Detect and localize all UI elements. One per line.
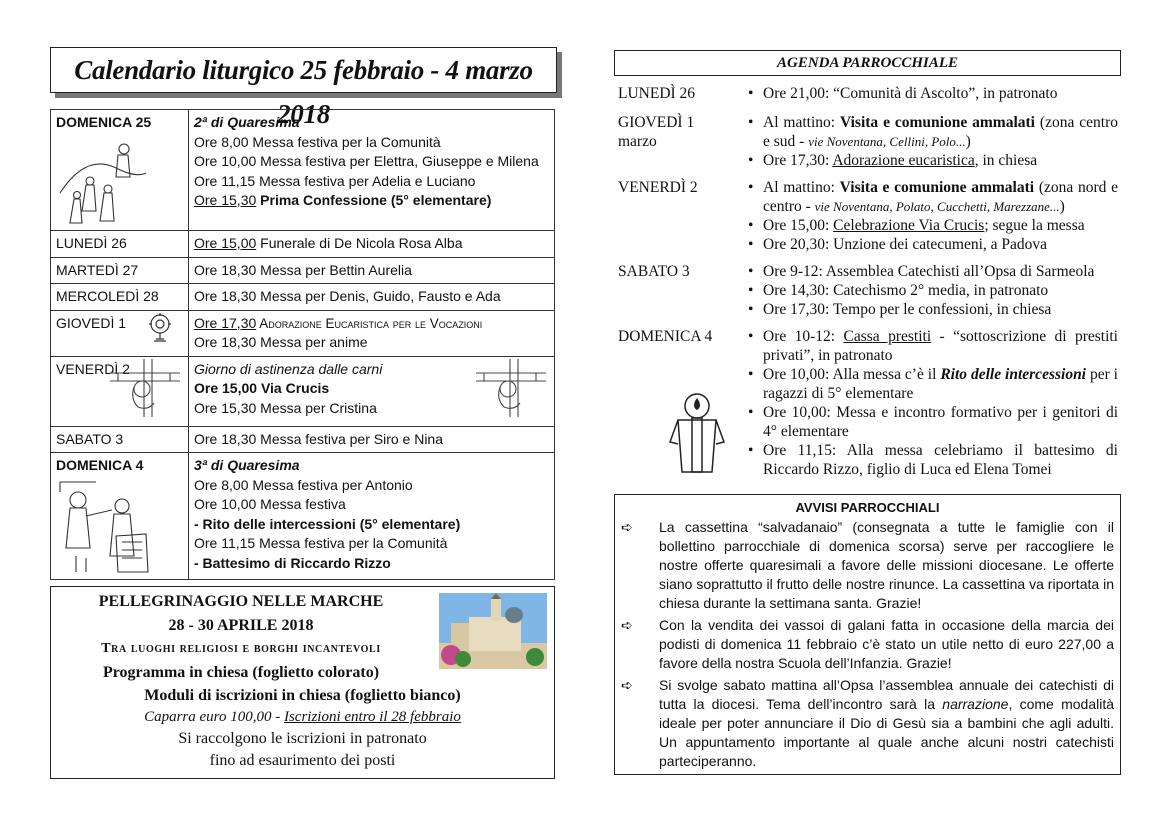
agenda-day-label: GIOVEDÌ 1 marzo [618,114,695,150]
notice-item [621,616,1114,673]
pilgrimage-box [50,586,555,779]
christ-cross-illustration [108,359,182,417]
calendar-day-label: MARTEDÌ 27 [56,261,139,278]
agenda-text: Ore 17,30: [763,152,833,169]
calendar-day-label: VENERDÌ 2 [56,360,130,377]
agenda-day-label: DOMENICA 4 [618,328,713,345]
calendar-event-line [194,554,549,574]
event-text: Ore 15,30 Messa per Cristina [194,399,377,416]
calendar-event-line [194,113,549,133]
agenda-text: Al mattino: [763,114,840,131]
calendar-day-cell [51,453,189,580]
agenda-day-row [618,113,1118,170]
agenda-text: ) [965,133,971,150]
agenda-day-row [618,262,1118,319]
agenda-item [748,262,1118,281]
agenda-text: - “sottoscrizione di prestiti privati”, in patronato [763,328,1118,364]
event-text: Funerale di De Nicola Rosa Alba [256,235,463,251]
calendar-row [51,356,555,426]
agenda-text-sm: vie Noventana, Cellini, Polo... [808,134,966,149]
calendar-day-label: MERCOLEDÌ 28 [56,288,159,304]
agenda-items [748,327,1118,479]
agenda-text: , in chiesa [974,152,1038,169]
agenda-items [748,113,1118,170]
agenda-text-b: Visita e comunione ammalati [840,114,1035,131]
calendar-event-line [194,152,549,172]
parish-notices-box [614,494,1121,775]
pilgrimage-modules: Moduli di iscrizioni in chiesa (foglietto bianco) [144,687,461,704]
agenda-header: AGENDA PARROCCHIALE [614,50,1121,76]
event-time: Ore 15,30 [194,192,257,208]
agenda-item [748,216,1118,235]
agenda-text: Al mattino: [763,179,840,196]
calendar-row [51,310,555,356]
event-text: 3ª di Quaresima [194,457,300,473]
calendar-row [51,110,555,231]
event-text: Ore 11,15 Messa festiva per la Comunità [194,535,448,551]
arrow-right-icon: ➪ [621,677,633,693]
agenda-text: Ore 15,00: [763,217,834,234]
agenda-text: Ore 10,00: Messa e incontro formativo per i genitori di 4° elementare [763,404,1118,440]
pilgrimage-deposit-line [51,709,554,726]
agenda-item [748,441,1118,479]
arrow-right-icon: ➪ [621,519,633,535]
pilgrimage-deposit: Caparra euro 100,00 - [144,709,284,725]
calendar-row [51,257,555,284]
bulletin-title: Calendario liturgico 25 febbraio - 4 marzo 2018 [74,55,533,129]
calendar-day-cell [51,310,189,356]
event-text: Ore 18,30 Messa per Denis, Guido, Fausto e Ada [194,288,501,304]
notice-item [621,518,1114,613]
calendar-events-cell [189,257,555,284]
calendar-event-line [194,430,549,450]
agenda-text: Ore 10,00: Alla messa c’è il [763,366,941,383]
agenda-items [748,262,1118,319]
agenda-item [748,403,1118,441]
calendar-event-line [194,261,549,281]
agenda-day-label: SABATO 3 [618,263,690,280]
agenda-text-u: Cassa prestiti [843,328,932,345]
notice-item [621,676,1115,771]
agenda-item [748,84,1118,103]
agenda-text: Ore 21,00: “Comunità di Ascolto”, in patronato [763,85,1058,102]
pilgrimage-dates: 28 - 30 APRILE 2018 [168,617,314,634]
calendar-day-label: LUNEDÌ 26 [56,235,127,251]
pilgrimage-collect-1: Si raccolgono le iscrizioni in patronato [178,730,427,747]
agenda-text-u: Adorazione eucaristica [832,152,975,169]
agenda-item [748,281,1118,300]
calendar-events-cell [189,356,555,426]
agenda-text: Ore 9-12: Assemblea Catechisti all’Opsa di Sarmeola [763,263,1095,280]
calendar-events-cell [189,284,555,311]
agenda-text-b: Visita e comunione ammalati [839,179,1035,196]
agenda-day-row [618,178,1118,254]
agenda-text-bi: Rito delle intercessioni [940,366,1086,383]
pilgrimage-collect-2: fino ad esaurimento dei posti [209,752,396,769]
agenda-text: Si svolge sabato mattina all’Opsa l’assemblea annuale dei catechisti di tutta la diocesi. Tema dell’incontro sarà la [659,677,1114,712]
basilica-photo [439,593,547,669]
notices-header: AVVISI PARROCCHIALI [795,500,940,515]
calendar-events-cell [189,231,555,258]
calendar-event-line [194,495,549,515]
calendar-event-line [194,314,549,334]
event-text: Ore 10,00 Messa festiva per Elettra, Giuseppe e Milena [194,153,539,169]
christ-cross-illustration [474,359,548,417]
agenda-text: Ore 14,30: Catechismo 2° media, in patronato [763,282,1049,299]
event-time: Ore 15,00 [194,235,257,251]
agenda-item [748,113,1118,151]
calendar-event-line [194,287,549,307]
event-text: Ore 10,00 Messa festiva [194,496,346,512]
event-text: Ore 8,00 Messa festiva per Antonio [194,476,413,493]
calendar-event-line [194,515,549,535]
agenda-text-i: narrazione [942,696,1009,712]
arrow-right-icon: ➪ [621,617,633,633]
event-text: Adorazione Eucaristica per le Vocazioni [256,315,483,331]
agenda-text-sm: vie Noventana, Polato, Cucchetti, Marezzane... [814,199,1060,214]
healing-blind-illustration [56,476,156,576]
calendar-event-line [194,333,549,353]
agenda-item [748,151,1118,170]
calendar-day-label: DOMENICA 25 [56,114,152,130]
calendar-event-line [194,534,549,554]
calendar-day-cell [51,110,189,231]
agenda-day-label: LUNEDÌ 26 [618,85,696,102]
agenda-text: Ore 17,30: Tempo per le confessioni, in chiesa [763,301,1052,318]
calendar-event-line [194,476,549,496]
agenda-text: (zona nord e centro - [763,179,1119,215]
liturgical-calendar-table [50,109,555,580]
calendar-events-cell [189,110,555,231]
agenda-text: Ore 11,15: Alla messa celebriamo il battesimo di Riccardo Rizzo, figlio di Luca ed Elena Tomei [763,442,1118,478]
calendar-row [51,284,555,311]
agenda-text: per i ragazzi di 5° elementare [763,366,1118,402]
calendar-event-line [194,133,549,153]
agenda-day-label: VENERDÌ 2 [618,179,698,196]
agenda-text: La cassettina “salvadanaio” (consegnata a tutte le famiglie con il bollettino parrocchiale di domenica scorsa) serve per raccogliere le nostre offerte quaresimali a favore delle missioni diocesane. Le offerte siano soprattutto il frutto delle nostre rinunce. La cassettina va riportata in chiesa durante la settimana santa. Grazie! [659,519,1114,611]
agenda-item [748,178,1118,216]
event-text: - Battesimo di Riccardo Rizzo [194,554,391,571]
calendar-day-cell [51,231,189,258]
agenda-text: , come modalità ideale per poter annunciare il Dio di Gesù sia a bambini che agli adulti. Un appuntamento importante al quale anche alcuni nostri catechisti parteciperanno. [659,696,1115,769]
agenda-text: Ore 10-12: [763,328,844,345]
agenda-day-row [618,84,1118,103]
calendar-event-line [194,456,549,476]
agenda-item [748,300,1118,319]
event-text: Ore 11,15 Messa festiva per Adelia e Luciano [194,172,476,189]
calendar-events-cell [189,310,555,356]
agenda-text: ) [1059,198,1065,215]
monstrance-icon [146,313,174,343]
calendar-day-cell [51,284,189,311]
agenda-items [748,178,1118,254]
event-text: Giorno di astinenza dalle carni [194,360,383,377]
transfiguration-illustration [56,133,148,227]
agenda-text-u: Celebrazione Via Crucis [833,217,985,234]
candle-figure-illustration [668,392,726,474]
pilgrimage-subtitle: Tra luoghi religiosi e borghi incantevoli [101,641,381,656]
event-text: Ore 15,00 Via Crucis [194,380,330,396]
event-text: Prima Confessione (5° elementare) [256,192,492,208]
calendar-row [51,453,555,580]
calendar-row [51,426,555,453]
calendar-events-cell [189,453,555,580]
agenda-item [748,327,1118,365]
event-time: Ore 17,30 [194,314,257,331]
calendar-day-label: SABATO 3 [56,430,124,447]
calendar-day-cell [51,426,189,453]
pilgrimage-program: Programma in chiesa (foglietto colorato) [102,664,380,681]
event-text: Ore 18,30 Messa per anime [194,334,368,350]
pilgrimage-deadline: Iscrizioni entro il 28 febbraio [283,709,461,725]
calendar-day-cell [51,356,189,426]
agenda-text: ; segue la messa [984,217,1085,234]
agenda-item [748,365,1118,403]
event-text: 2ª di Quaresima [194,114,300,130]
event-text: - Rito delle intercessioni (5° elementare) [194,515,461,532]
calendar-day-label: DOMENICA 4 [56,457,144,473]
calendar-event-line [194,234,549,254]
calendar-day-label: GIOVEDÌ 1 [56,314,127,331]
event-text: Ore 18,30 Messa festiva per Siro e Nina [194,430,444,447]
calendar-event-line [194,191,549,211]
pilgrimage-title: PELLEGRINAGGIO NELLE MARCHE [98,593,384,610]
agenda-items [748,84,1118,103]
calendar-events-cell [189,426,555,453]
event-text: Ore 18,30 Messa per Bettin Aurelia [194,261,412,278]
calendar-day-cell [51,257,189,284]
event-text: Ore 8,00 Messa festiva per la Comunità [194,133,441,150]
calendar-event-line [194,172,549,192]
agenda-text: Ore 20,30: Unzione dei catecumeni, a Padova [763,236,1048,253]
agenda-text: (zona centro e sud - [763,114,1118,150]
calendar-row [51,231,555,258]
agenda-item [748,235,1118,254]
agenda-text: Con la vendita dei vassoi di galani fatta in occasione della marcia dei podisti di domenica 11 febbraio c’è stato un utile netto di euro 227,00 a favore della nostra Scuola dell’Infanzia. Grazie! [659,617,1114,671]
